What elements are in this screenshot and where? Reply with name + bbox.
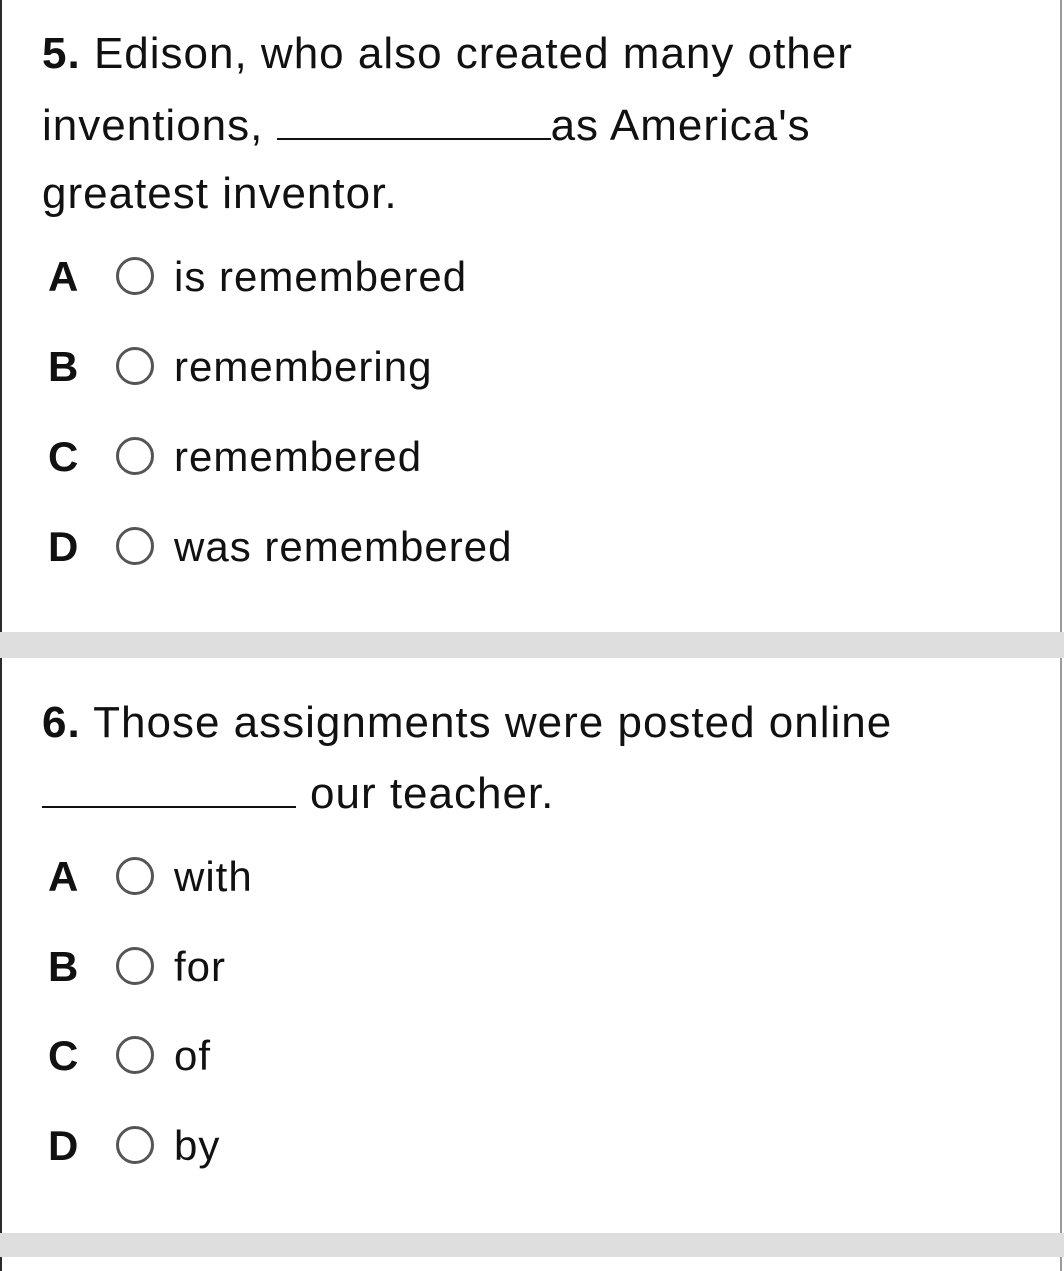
radio-button-icon[interactable] <box>116 437 154 475</box>
option-label: by <box>174 1122 221 1169</box>
question-6-option-d[interactable] <box>0 1112 700 1182</box>
option-letter: C <box>48 1032 79 1079</box>
radio-button-icon[interactable] <box>116 1036 154 1074</box>
radio-button-icon[interactable] <box>116 1126 154 1164</box>
question-5-option-d[interactable] <box>0 513 700 583</box>
option-label: was remembered <box>174 523 513 570</box>
answer-blank <box>42 768 296 808</box>
question-divider <box>0 1233 1064 1257</box>
question-6-line-2 <box>42 768 554 820</box>
question-6-text-line-2: our teacher. <box>310 769 555 818</box>
option-label: remembered <box>174 433 423 480</box>
question-5-text-line-2: inventions, <box>42 101 277 150</box>
question-5-line-3 <box>42 168 398 220</box>
option-letter: D <box>48 523 79 570</box>
option-label: is remembered <box>174 253 468 300</box>
option-letter: B <box>48 343 79 390</box>
question-6-option-a[interactable] <box>0 843 700 913</box>
option-label: remembering <box>174 343 433 390</box>
option-letter: A <box>48 853 79 900</box>
radio-button-icon[interactable] <box>116 527 154 565</box>
option-letter: D <box>48 1122 79 1169</box>
radio-button-icon[interactable] <box>116 347 154 385</box>
question-5-number: 5. <box>42 29 81 78</box>
question-5-option-c[interactable] <box>0 423 700 493</box>
option-label: of <box>174 1032 212 1079</box>
question-6-number: 6. <box>42 698 81 747</box>
option-letter: A <box>48 253 79 300</box>
question-6-option-b[interactable] <box>0 933 700 1003</box>
question-5-text-line-3: greatest inventor. <box>42 169 398 218</box>
option-letter: C <box>48 433 79 480</box>
question-6-line-1 <box>42 697 892 749</box>
question-5-line-2 <box>42 100 811 152</box>
radio-button-icon[interactable] <box>116 857 154 895</box>
answer-blank <box>277 100 551 140</box>
question-5-text-line-1: Edison, who also created many other <box>93 29 853 78</box>
question-5-text-line-2-end: as America's <box>550 101 811 150</box>
radio-button-icon[interactable] <box>116 947 154 985</box>
question-divider <box>0 632 1064 658</box>
radio-button-icon[interactable] <box>116 257 154 295</box>
question-6-text-line-1: Those assignments were posted online <box>93 698 893 747</box>
option-label: for <box>174 943 227 990</box>
question-6-option-c[interactable] <box>0 1022 700 1092</box>
question-5-option-a[interactable] <box>0 243 700 313</box>
option-letter: B <box>48 943 79 990</box>
question-5-option-b[interactable] <box>0 333 700 403</box>
option-label: with <box>174 853 253 900</box>
question-5-line-1 <box>42 28 853 80</box>
